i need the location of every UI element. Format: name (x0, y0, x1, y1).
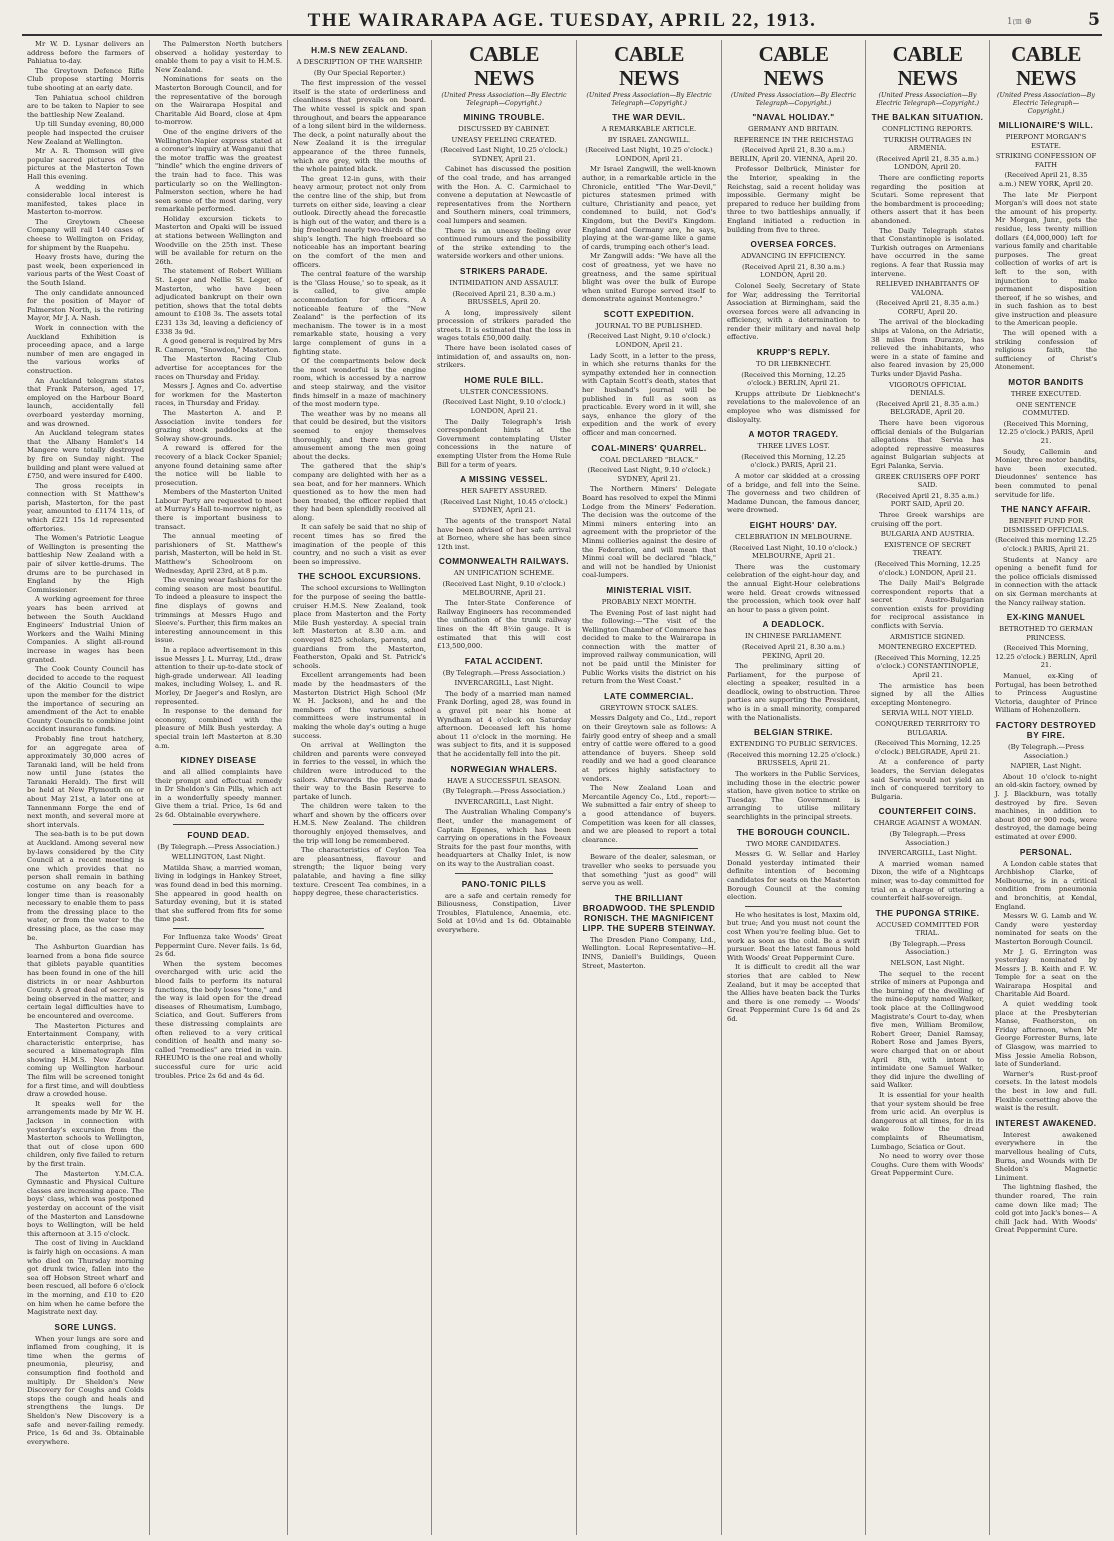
article-subheading: NELSON, Last Night. (890, 959, 965, 968)
article-paragraph: A long, impressively silent procession of strikers paraded the streets. It is estimated that the loss in wages totals £50,000 daily. (437, 308, 571, 343)
article-subheading: (Received April 21, 8.35 a.m.) NEW YORK, April 20. (998, 171, 1094, 188)
column-8 (990, 40, 1102, 1535)
article-paragraph: The Evening Post of last night had the following:—"The visit of the Wellington Chamber of Commerce has decided to make to the Wairarapa in connection with the matter of improved railway communication, will not be paid until the Minister for Public Works visits the district on his return from the West Coast." (582, 608, 716, 686)
article-subheading: (Received This Morning, 12.25 o'clock.) CONSTANTINOPLE, April 21. (874, 653, 981, 680)
article-subheading: A REMARKABLE ARTICLE. (601, 125, 697, 133)
article-paragraph: The Ashburton Guardian has learned from a bona fide source that giblets payable quantities has been found in one of the hill districts in or near Ashburton County. A great deal of secrecy is being observed in the matter, and certain legal difficulties have to be encountered and overcome. (27, 943, 144, 1020)
article-subheading: NAPIER, Last Night. (1010, 762, 1082, 771)
article-paragraph: There are conflicting reports regarding the position at Scutari. Some represent that the bombardment is proceeding; others assert that it has been abandoned. (871, 173, 984, 225)
article-paragraph: The great 12-in guns, with their heavy armour, protect not only from the centre line of the ship, but from turrets on either side, leaving a clear outlook. Directly ahead the forecastle is high out of the water, and there is a big freeboard nearly two-thirds of the ship's length. The high freeboard so noticeable has an important bearing on the comfort of the men and officers. (293, 174, 426, 269)
article-subheading: (Received This Morning, 12.25 o'clock.) PARIS, April 21. (998, 419, 1094, 445)
article-paragraph: The weather was by no means all that could be desired, but the visitors seemed to enjoy themselves thoroughly, and there was great amusement among the men going about the decks. (293, 409, 426, 461)
article-paragraph: Ten Pahiatua school children are to be taken to Napier to see the battleship New Zealand. (27, 93, 144, 119)
article-subheading: CONQUERED TERRITORY TO BULGARIA. (875, 720, 980, 737)
article-headline: A MISSING VESSEL. (460, 475, 548, 485)
article-paragraph: Of the compartments below deck the most wonderful is the engine room, which is accessed by a narrow and steep stairway, and the visitor finds himself in a maze of machinery of the most modern type. (293, 357, 426, 409)
article-subheading: SERVIA WILL NOT YIELD. (881, 709, 974, 718)
article-paragraph: When your lungs are sore and inflamed from coughing, it is time when the germs of pneumonia, pleurisy, and consumption find foothold and multiply. Dr Sheldon's New Discovery for Coughs and Colds stops the cough and heals and strengthens the lungs. Dr Sheldon's New Discovery is a safe and never-failing remedy. Price, 1s 6d and 3s. Obtainable everywhere. (27, 1334, 144, 1446)
article-headline: H.M.S NEW ZEALAND. (311, 46, 408, 55)
article-paragraph: Mr W. D. Lysnar delivers an address before the farmers of Pahiatua to-day. (27, 40, 144, 66)
article-subheading: (Received This Morning, 12.25 o'clock.) BELGRADE, April 21. (874, 739, 981, 756)
article-subheading: PIERPONT MORGAN'S ESTATE. (1005, 133, 1087, 150)
article-subheading: (By Our Special Reporter.) (313, 68, 406, 77)
article-paragraph: Messrs Dalgety and Co., Ltd., report on their Greytown sale as follows: A fairly good entry of sheep and a small entry of cattle were offered to a good attendance of buyers. Sheep sold readily and we had a good clearance at prices highly satisfactory to vendors. (582, 714, 717, 783)
cable-news-credit: (United Press Association—By Electric Telegraph—Copyright.) (875, 91, 980, 107)
article-paragraph: A good general is required by Mrs R. Cameron, "Snowdon," Masterton. (155, 337, 282, 354)
article-subheading: INVERCARGILL, Last Night. (454, 797, 554, 806)
article-headline: FATAL ACCIDENT. (464, 656, 544, 666)
article-subheading: (Received April 21, 8.30 a.m.) LONDON, April 20. (742, 262, 845, 280)
article-subheading: HAVE A SUCCESSFUL SEASON. (446, 776, 562, 785)
article-subheading: DISCUSSED BY CABINET. (458, 125, 550, 133)
article-paragraph: About 10 o'clock to-night an old-skin factory, owned by J. J. Blackburn, was totally destroyed by fire. Seven machines, in addition to about 800 or 900 rods, were destroyed, the damage being estimated at over £900. (995, 772, 1097, 841)
article-paragraph: The Masterton A. and P. Association invite tenders for grazing stock paddocks at the Solway show-grounds. (155, 408, 282, 443)
article-headline: EX-KING MANUEL (1006, 613, 1086, 623)
article-headline: A MOTOR TRAGEDY. (748, 430, 839, 440)
cable-news-heading: CABLE NEWS (1011, 42, 1081, 90)
article-headline: COMMONWEALTH RAILWAYS. (438, 557, 570, 567)
column-4 (432, 40, 577, 1535)
article-paragraph: Manuel, ex-King of Portugal, has been betrothed to Princess Augustine Victoria, daughter of Prince William of Hohenzollern. (995, 672, 1097, 715)
article-paragraph: Matilda Shaw, a married woman, living in lodgings in Hankey Street, was found dead in bed this morning. She appeared in good health on Saturday evening, but it is stated that she suffered from fits for some time past. (155, 863, 282, 924)
article-paragraph: At a conference of party leaders, the Servian delegates said Servia would not yield an inch of conquered territory to Bulgaria. (871, 758, 984, 801)
article-subheading: INTIMIDATION AND ASSAULT. (449, 278, 559, 287)
article-subheading: (Received Last Night, 10.25 o'clock.) SYDNEY, April 21. (440, 146, 568, 163)
article-subheading: CELEBRATION IN MELBOURNE. (734, 532, 853, 541)
article-subheading: (Received April 21, 8.30 a.m.) BRUSSELS, April 20. (452, 289, 556, 307)
article-paragraph: are a safe and certain remedy for Biliousness, Constipation, Liver Troubles, Flatulence, Anaemia, etc. Sold at 10½d and 1s 6d. Obtainable everywhere. (437, 891, 571, 934)
article-paragraph: Cabinet has discussed the position of the coal trade, and has arranged with the Hon. A. C. Carmichael to convene a deputation at Newcastle of representatives from the Northern and Southern miners, coal trimmers, coal lumpers and seamen. (437, 165, 571, 225)
article-paragraph: The New Zealand Loan and Mercantile Agency Co., Ltd., report:—We submitted a fair entry of sheep to a good attendance of buyers. Competition was keen for all classes, and we are pleased to report a total clearance. (582, 784, 716, 844)
article-paragraph: The central feature of the warship is the 'Glass House,' so to speak, as it is called, to give ample accommodation for officers. A noticeable feature of the "New Zealand" is the perfection of its mechanism. The tower is in a most remarkable state, housing a very large complement of guns in a fighting state. (293, 270, 426, 356)
article-headline: PANO-TONIC PILLS (461, 879, 547, 889)
column-3 (288, 40, 432, 1535)
article-paragraph: The evening wear fashions for the coming season are most beautiful. To indeed a pleasure to inspect the fine displays of gowns and trimmings at Messrs Hugo and Sleeve's. Further, this firm makes an interesting announcement in this issue. (155, 576, 282, 645)
article-subheading: (Received April 21, 8.35 a.m.) CORFU, April 20. (876, 299, 979, 316)
article-paragraph: The armistice has been signed by all the Allies excepting Montenegro. (871, 681, 984, 707)
article-paragraph: He who hesitates is lost, Maxim old, but true; And you must not count the cost When you're feeling blue. Get to work as soon as the cold. Be a swift pursuer. Beat the latest famous hold With Woods' Great Peppermint Cure. (727, 910, 860, 962)
article-paragraph: Heavy frosts have, during the past week, been experienced in various parts of the West Coast of the South Island. (27, 253, 144, 288)
article-paragraph: The gathered that the ship's company are delighted with her as a sea boat, and for her manners. Which questioned as to how the men had been treated, the officer replied that they had been splendidly received all along. (293, 462, 426, 522)
separator-rule (173, 824, 264, 825)
article-subheading: WELLINGTON, Last Night. (171, 853, 266, 862)
article-paragraph: The will opened with a striking confession of religious faith, the sufficiency of Christ's Atonement. (995, 329, 1097, 372)
article-subheading: ARMISTICE SIGNED. (890, 632, 965, 641)
article-paragraph: In a replace advertisement in this issue Messrs J. L. Murray, Ltd., draw attention to their up-to-date stock of high-grade underwear. All leading makes, including Wolsey, L. and R. Morley, Dr Jaeger's and Roslyn, are represented. (155, 645, 282, 706)
article-paragraph: Probably fine trout hatchery, for an aggregate area of approximately 30,000 acres of Taranaki land, will be held from now until June (states the Taranaki Herald). The first will be held at New Plymouth on or about May 21st, a later one at Tannenmann Forge the end of next month, and several more at short intervals. (27, 734, 144, 829)
article-subheading: THREE EXECUTED. (1010, 390, 1082, 399)
article-subheading: AN UNIFICATION SCHEME. (453, 569, 555, 578)
article-paragraph: Mr A. R. Thomson will give popular sacred pictures of the pictures at the Masterton Town Hall this evening. (27, 147, 144, 181)
article-subheading: (Received this morning 12.25 o'clock.) BRUSSELS, April 21. (727, 750, 860, 768)
article-subheading: REFERENCE IN THE REICHSTAG (733, 135, 854, 144)
article-paragraph: Colonel Seely, Secretary of State for War, addressing the Territorial Association at Birmingham, said the oversea forces were all advancing in efficiency, with a determination to render their military and naval help effective. (727, 281, 860, 342)
cable-news-credit: (United Press Association—By Electric Telegraph—Copyright.) (997, 91, 1095, 115)
article-paragraph: The school excursions to Wellington for the purpose of seeing the battle-cruiser H.M.S. New Zealand, took place from Masterton and the Forty Mile Bush yesterday. A special train left Masterton at 8.30 a.m. and conveyed 825 scholars, parents, and guardians from the Masterton, Featherston, Opaki and St. Patrick's schools. (293, 584, 426, 670)
article-subheading: MONTENEGRO EXCEPTED. (878, 643, 977, 652)
article-headline: THE PUPONGA STRIKE. (875, 908, 980, 918)
separator-rule (173, 928, 264, 929)
article-paragraph: The Greytown Defence Rifle Club propose starting Morris tube shooting at an early date. (27, 66, 144, 92)
article-subheading: (Received Last Night, 9.10 o'clock.) LONDON, April 21. (587, 332, 711, 350)
article-headline: FOUND DEAD. (187, 830, 250, 840)
article-headline: FACTORY DESTROYED BY FIRE. (995, 721, 1097, 741)
article-paragraph: The Dresden Piano Company, Ltd., Wellington. Local Representative—H. INNS, Daniell's Buildings, Queen Street, Masterton. (582, 935, 716, 970)
article-paragraph: In response to the demand for economy, combined with the pleasure of Milk Bush yesterday. A special train left Masterton at 8.30 a.m. (155, 707, 282, 750)
article-subheading: (By Telegraph.—Press Association.) (889, 829, 966, 847)
article-paragraph: Mr Israel Zangwill, the well-known author, in a remarkable article in the Chronicle, entitled "The War-Devil," pictures statesmen primed with culture, Christianity and peace, yet condemned to build, not God's Kingdom, but the Devil's Kingdom. England and Germany are, he says, playing at the war-game like a game of cards, trumping each other's lead. (582, 165, 716, 251)
article-paragraph: Lady Scott, in a letter to the press, in which she returns thanks for the sympathy extended her in connection with Captain Scott's death, states that her husband's journal will be published in full as soon as practicable. Every word in it will, she says, enhance the glory of the expedition and the work of every officer and man concerned. (582, 351, 716, 437)
article-headline: THE WAR DEVIL. (612, 113, 686, 122)
article-subheading: EXISTENCE OF SECRET TREATY. (884, 540, 971, 558)
article-paragraph: The characteristics of Ceylon Tea are pleasantness, flavour and strength; the liquor being very palatable, and having a fine silky texture. Crescent Tea combines, in a happy degree, these characteristics. (293, 846, 426, 898)
article-headline: HOME RULE BILL. (464, 375, 544, 385)
column-2 (150, 40, 288, 1535)
article-subheading: UNEASY FEELING CREATED. (451, 135, 557, 144)
page-mark: 1㎝ ⊕ (1006, 17, 1032, 27)
article-headline: SORE LUNGS. (54, 1322, 117, 1332)
article-subheading: ONE SENTENCE COMMUTED. (1016, 400, 1076, 418)
article-paragraph: On arrival at Wellington the children and parents were conveyed in ferries to the vessel, in which the children were introduced to the sailors. Afterwards the party made their way to the Basin Reserve to partake of lunch. (293, 741, 426, 801)
article-subheading: (Received this morning 12.25 o'clock.) PARIS, April 21. (995, 536, 1097, 553)
article-headline: LATE COMMERCIAL. (604, 691, 694, 701)
article-subheading: JOURNAL TO BE PUBLISHED. (595, 321, 703, 330)
article-subheading: (Received April 21, 8.30 a.m.) BERLIN, April 20. VIENNA, April 20. (729, 146, 858, 163)
article-paragraph: It can safely be said that no ship of recent times has so fired the imagination of the people of this country, and no such a visit as ever been so impressive. (293, 523, 426, 566)
article-paragraph: The sea-bath is to be put down at Auckland. Among several new by-laws considered by the City Council at a recent meeting is one which provides that no person shall remain in bathing costume on any beach for a longer time than is reasonably necessary to enable them to pass from the dressing place to the water, or from the water to the dressing place, as the case may be. (27, 830, 144, 942)
article-subheading: (Received April 21, 8.35 a.m.) BELGRADE, April 20. (876, 399, 979, 417)
article-headline: COAL-MINERS' QUARREL. (591, 443, 707, 453)
article-subheading: BENEFIT FUND FOR DISMISSED OFFICIALS. (1003, 517, 1089, 534)
article-subheading: (By Telegraph.—Press Association.) (157, 842, 280, 851)
article-headline: THE BOROUGH COUNCIL. (736, 827, 851, 837)
article-headline: THE SCHOOL EXCURSIONS. (297, 572, 422, 582)
article-subheading: (Received April 21, 8.30 a.m.) PEKING, April 20. (742, 642, 845, 660)
article-paragraph: Messrs W. G. Lamb and W. Candy were yesterday nominated for seats on the Masterton Borough Council. (995, 912, 1097, 946)
article-paragraph: Warner's Rust-proof corsets. In the latest models the best in low and full. Flexible corsetting above the waist is the result. (995, 1069, 1097, 1113)
article-headline: EIGHT HOURS' DAY. (749, 520, 838, 530)
article-subheading: (Received Last Night, 10.25 o'clock.) LONDON, April 21. (585, 146, 713, 163)
article-headline: MINISTERIAL VISIT. (606, 585, 692, 595)
article-subheading: CHARGE AGAINST A WOMAN. (873, 819, 982, 828)
article-paragraph: Krupps attribute Dr Liebknecht's revelations to the malevolence of an employee who was dismissed for disloyalty. (727, 389, 860, 424)
article-subheading: (Received this Morning, 12.25 o'clock.) BERLIN, April 21. (741, 370, 846, 388)
article-headline: INTEREST AWAKENED. (995, 1118, 1097, 1128)
article-headline: BELGIAN STRIKE. (754, 728, 833, 738)
article-paragraph: The Masterton Racing Club advertise for acceptances for the races on Thursday and Friday. (155, 355, 282, 381)
article-headline: STRIKERS PARADE. (460, 266, 548, 276)
article-subheading: (Received this Morning, 12.25 o'clock.) PARIS, April 21. (741, 452, 846, 470)
article-paragraph: A quiet wedding took place at the Presbyterian Manse, Featherston, on Friday afternoon, when Mr George Forrester Burns, late of Glasgow, was married to Miss Jessie Amelia Robson, late of Sunderland. (995, 1000, 1097, 1069)
article-paragraph: The sequel to the recent strike of miners at Puponga and the burning of the dwelling of the mine-deputy named Walker, took place at the Collingwood Magistrate's Court to-day, when five men, William Bromilow, Robert Greer, Daniel Ramsay, Robert Rose and James Byers, were charged that on or about April 8th, with intent to intimidate one Samuel Walker, they did injure the dwelling of said Walker. (871, 969, 984, 1090)
article-paragraph: The Greytown Cheese Company will rail 140 cases of cheese to Wellington on Friday, for shipment by the Ruapehu. (27, 217, 144, 252)
article-paragraph: Up till Sunday evening, 80,000 people had inspected the cruiser New Zealand at Wellington. (27, 120, 144, 146)
article-paragraph: There have been vigorous official denials of the Bulgarian allegations that Servia has adopted repressive measures against Bulgarian subjects at Egri Palanka, Servia. (871, 419, 984, 470)
article-subheading: THREE LIVES LOST. (757, 442, 830, 451)
column-7 (866, 40, 990, 1535)
article-paragraph: The only candidate announced for the position of Mayor of Palmerston North, is the retiring Mayor, Mr J. A. Nash. (27, 288, 144, 323)
cable-news-heading: CABLE NEWS (614, 42, 684, 90)
article-subheading: (By Telegraph.—Press Association.) (442, 787, 566, 796)
article-paragraph: The Cook County Council has decided to accede to the request of the Akitio Council to wipe upon the member for the district the importance of securing an amendment of the Act to enable County Councils to combine joint accident insurance funds. (27, 665, 144, 734)
article-paragraph: Members of the Masterton United Labour Party are requested to meet at Murray's Hall to-morrow night, as there is important business to transact. (155, 488, 282, 531)
article-subheading: GREEK CRUISERS OFF PORT SAID. (875, 472, 980, 490)
article-paragraph: Three Greek warships are cruising off the port. (871, 510, 984, 528)
article-headline: PERSONAL. (1019, 847, 1073, 857)
article-paragraph: There is an uneasy feeling over continued rumours and the possibility of the strike extending to the waterside workers and other unions. (437, 226, 571, 261)
article-subheading: PROBABLY NEXT MONTH. (601, 597, 697, 606)
article-paragraph: Mr J. G. Errington was yesterday nominated by Messrs J. B. Keith and F. W. Temple for a seat on the Wairarapa Hospital and Charitable Aid Board. (995, 947, 1097, 999)
article-subheading: GERMANY AND BRITAIN. (748, 125, 839, 133)
cable-news-heading: CABLE NEWS (758, 42, 829, 90)
article-paragraph: Holiday excursion tickets to Masterton and Opaki will be issued at stations between Wellington and Woodville on the 25th inst. These will be available for return on the 26th. (155, 214, 282, 266)
article-paragraph: There have been isolated cases of intimidation of, and assaults on, non-strikers. (437, 344, 571, 370)
article-paragraph: Work in connection with the Auckland Exhibition is proceeding apace, and a large number of men are engaged in the various works of construction. (27, 324, 144, 375)
article-subheading: INVERCARGILL, Last Night. (878, 849, 977, 858)
article-subheading: ACCUSED COMMITTED FOR TRIAL. (876, 920, 979, 938)
article-paragraph: Excellent arrangements had been made by the headmasters of the Masterton District High School (Mr W. H. Jackson), and he and the members of the various school committees were instrumental in making the whole day's outing a huge success. (293, 671, 426, 740)
article-headline: SCOTT EXPEDITION. (603, 309, 695, 319)
article-paragraph: The Daily Telegraph's Irish correspondent hints at the Government contemplating Ulster concessions in the nature of exempting Ulster from the Home Rule Bill for a term of years. (437, 417, 571, 469)
article-subheading: RELIEVED INHABITANTS OF VALONA. (875, 280, 980, 297)
article-paragraph: The preliminary sitting of Parliament, for the purpose of electing a speaker, resulted in a deadlock, owing to obstruction. Three parties are supporting the President, who is in a small minority, compared with the Nationalists. (727, 662, 860, 722)
article-subheading: EXTENDING TO PUBLIC SERVICES. (729, 740, 858, 749)
article-paragraph: The statement of Robert William St. Leger and Nellie St. Leger, of Masterton, who have been adjudicated bankrupt on their own petition, shows that the total debts amount to £108 3s. The assets total £231 13s 3d, leaving a deficiency of £338 3s 9d. (155, 267, 282, 336)
separator-rule (600, 848, 698, 849)
article-paragraph: The Palmerston North butchers observed a holiday yesterday to enable them to pay a visit to H.M.S. New Zealand. (155, 40, 282, 74)
article-subheading: CONFLICTING REPORTS. (882, 125, 973, 133)
column-5 (577, 40, 722, 1535)
article-subheading: TO DR LIEBKNECHT. (756, 360, 831, 369)
article-subheading: TURKISH OUTRAGES IN ARMENIA. (883, 135, 972, 153)
article-paragraph: The children were taken to the wharf and shown by the officers over H.M.S. New Zealand. The children thoroughly enjoyed themselves, and the trip will long be remembered. (293, 802, 426, 845)
article-paragraph: Students at Nancy are opening a benefit fund for the police officials dismissed in connection with the attack on six German merchants at the Nancy railway station. (995, 555, 1097, 607)
article-paragraph: One of the engine drivers of the Wellington-Napier express stated at a coroner's inquiry at Wanganui that the motor traffic was the greatest "hindle" which the engine drivers of the train had to face. This was particularly so on the Wellington-Palmerston section, where he had seen some of the most daring, very remarkable performed. (155, 127, 282, 214)
cable-news-heading: CABLE NEWS (892, 42, 963, 90)
article-subheading: (Received April 21, 8.35 a.m.) LONDON, April 20. (876, 154, 979, 172)
cable-news-credit: (United Press Association—By Electric Telegraph—Copyright.) (441, 91, 567, 107)
article-paragraph: When the system becomes overcharged with uric acid the blood fails to perform its natural functions, the body loses "tone," and the way is laid open for the dread diseases of Rheumatism, Lumbago, Sciatica, and Gout. Sufferers from these distressing complaints are often relieved to a very critical condition of health and many so-called "remedies" are tried in vain. RHEUMO is the one real and wholly successful cure for uric acid troubles. Price 2s 6d and 4s 6d. (155, 959, 282, 1080)
article-paragraph: The first impression of the vessel itself is the state of orderliness and cleanliness that prevails on board. The white vessel is spick and span throughout, and bears the appearance of a long silent bird in the wilderness. The deck, a point naturally about the New Zealand it is the irregular appearance of the three funnels, which are grey, with the mouths of the whole painted black. (293, 79, 426, 174)
page-number: 5 (1088, 10, 1100, 30)
article-subheading: GREYTOWN STOCK SALES. (599, 703, 698, 712)
article-paragraph: Beware of the dealer, salesman, or traveller who seeks to persuade you that something "just as good" will serve you as well. (582, 853, 716, 888)
article-headline: A DEADLOCK. (762, 620, 825, 630)
article-headline: THE BALKAN SITUATION. (871, 113, 984, 122)
article-subheading: (Received Last Night, 10.10 o'clock.) MELBOURNE, April 21. (729, 543, 858, 561)
article-paragraph: Messrs J. Agnes and Co. advertise for workmen for the Masterton races, in Thursday and Friday. (155, 382, 282, 408)
article-subheading: COAL DECLARED "BLACK." (599, 455, 699, 464)
article-headline: MOTOR BANDITS (1008, 378, 1084, 388)
article-headline: MILLIONAIRE'S WILL. (998, 121, 1094, 130)
article-headline: MINING TROUBLE. (463, 113, 545, 122)
article-paragraph: The Masterton Y.M.C.A. Gymnastic and Physical Culture classes are increasing apace. The boys' class, which was postponed yesterday on account of the visit of the Masterton and Lansdowne boys to Wellington, will be held this afternoon at 3.15 o'clock. (27, 1169, 144, 1238)
article-subheading: A DESCRIPTION OF THE WARSHIP. (296, 58, 423, 66)
article-paragraph: A London cable states that Archbishop Clarke, of Melbourne, is in a critical condition from pneumonia and bronchitis, at Kendal, England. (995, 859, 1097, 911)
article-paragraph: The agents of the transport Natal have been advised of her safe arrival at Borneo, where she has been since 12th inst. (437, 516, 571, 551)
article-paragraph: An Auckland telegram states that the Albany Hamlet's 14 Mangere were totally destroyed by fire on Sunday night. The building and plant were valued at £750, and were insured for £400. (27, 429, 144, 481)
article-paragraph: Soudy, Callemin and Monier, three motor bandits, have been executed. Dieudonnes' sentence has been commuted to penal servitude for life. (995, 447, 1097, 499)
article-headline: OVERSEA FORCES. (750, 240, 837, 250)
column-6 (722, 40, 866, 1535)
article-headline: KIDNEY DISEASE (180, 756, 257, 766)
article-paragraph: A working agreement for three years has been arrived at between the South Auckland Engineers' Industrial Union of Workers and the Waihi Mining Companies. A slight all-round increase in wages has been granted. (27, 595, 144, 664)
article-paragraph: A reward is offered for the recovery of a black Cocker Spaniel; anyone found detaining same after the notice will be liable to prosecution. (155, 444, 282, 487)
article-headline: KRUPP'S REPLY. (756, 348, 831, 358)
article-subheading: (Received Last Night, 9.10 o'clock.) MELBOURNE, April 21. (442, 579, 566, 597)
article-paragraph: The Daily Mail's Belgrade correspondent reports that a secret Austro-Bulgarian convention exists for providing for reciprocal assistance in conflicts with Servia. (871, 579, 984, 631)
article-subheading: (By Telegraph.—Press Association.) (442, 668, 566, 677)
article-subheading: (By Telegraph.—Press Association.) (889, 939, 966, 957)
article-subheading: INVERCARGILL, Last Night. (454, 679, 554, 688)
article-subheading: BY ISRAEL ZANGWILL. (607, 135, 691, 144)
article-paragraph: The Daily Telegraph states that Constantinople is isolated. Turkish outrages on Armenians have occurred in the same regions. A fear that Russia may intervene. (871, 226, 984, 278)
article-paragraph: and all allied complaints have their prompt and effectual remedy in Dr Sheldon's Gin Pills, which act in a wonderfully speedy manner. Give them a trial. Price, 1s 6d and 2s 6d. Obtainable everywhere. (155, 768, 282, 820)
separator-rule (455, 873, 553, 874)
article-subheading: HER SAFETY ASSURED. (461, 487, 547, 496)
article-subheading: STRIKING CONFESSION OF FAITH (995, 152, 1097, 169)
article-headline: NORWEGIAN WHALERS. (450, 764, 558, 774)
article-paragraph: The workers in the Public Services, including those in the electric power station, have given notice to strike on Tuesday. The Government is arranging to utilise military searchlights in the principal streets. (727, 770, 860, 821)
article-paragraph: The annual meeting of parishioners of St. Matthew's parish, Masterton, will be held in St. Matthew's Schoolroom on Wednesday, April 23rd, at 8 p.m. (155, 532, 282, 575)
article-paragraph: For Influenza take Woods' Great Peppermint Cure. Never fails. 1s 6d, 2s 6d. (155, 933, 282, 959)
cable-news-heading: CABLE NEWS (469, 42, 539, 90)
column-1 (22, 40, 150, 1535)
article-headline: COUNTERFEIT COINS. (878, 807, 977, 817)
article-paragraph: Messrs G. W. Sellar and Harley Donald yesterday intimated their definite intention of becoming candidates for seats on the Masterton Borough Council at the coming election. (727, 850, 860, 902)
article-subheading: (Received Last Night, 9.10 o'clock.) SYDNEY, April 21. (587, 466, 711, 483)
article-paragraph: Nominations for seats on the Masterton Borough Council, and for the representative of the borough on the Wairarapa Hospital and Charitable Aid Board, close at 4pm to-morrow. (155, 75, 282, 127)
article-paragraph: The Women's Patriotic League of Wellington is presenting the battleship New Zealand with a pair of silver kettle-drums. The drums are to be purchased in England by the High Commissioner. (27, 534, 144, 594)
article-paragraph: Professor Delbrück, Minister for the Interior, speaking in the Reichstag, said a recent holiday was impossible. Germany might be prepared to reduce her building from three to two battleships annually, if England initiated a reduction in building from five to three. (727, 165, 860, 234)
article-subheading: (By Telegraph.—Press Association.) (1007, 743, 1085, 760)
article-paragraph: No need to worry over those Coughs. Cure them with Woods' Great Peppermint Cure. (871, 1152, 984, 1178)
article-paragraph: A married woman named Dixon, the wife of a Nightcaps miner, was to-day committed for trial on a charge of uttering a counterfeit half-sovereign. (871, 859, 984, 903)
article-paragraph: The cost of living in Auckland is fairly high on occasions. A man who died on Thursday morning got drunk twice, fallen into the sea off Hobson Street wharf and been rescued, all before 6 o'clock in the morning, and £10 to £20 on him when he came before the Magistrate next day. (27, 1239, 144, 1317)
article-paragraph: The Masterton Pictures and Entertainment Company, with characteristic enterprise, has secured a kinematograph film showing H.M.S. New Zealand coming up Wellington harbour. The film will be screened tonight for a first time, and will doubtless draw a crowded house. (27, 1021, 144, 1099)
article-subheading: (Received April 21, 8.35 a.m.) PORT SAID, April 20. (876, 491, 979, 509)
article-paragraph: The arrival of the blockading ships at Valona, on the Adriatic, 38 miles from Durazzo, has relieved the inhabitants, who were in a state of famine and also feared invasion by 25,000 Turks under Djavid Pasha. (871, 318, 984, 379)
article-subheading: ULSTER CONCESSIONS. (459, 387, 549, 396)
article-paragraph: The Australian Whaling Company's fleet, under the management of Captain Egenes, which has been carrying on operations in the Foveaux Straits for the past four months, with headquarters at Chalky Inlet, is now on its way to the Australian coast. (437, 808, 571, 868)
article-paragraph: Mr Zangwill adds: "We have all the cost of greatness, yet we have no greatness, and the same spiritual blight was over the bulk of Europe when united Europe served itself to demonstrate against Montenegro." (582, 252, 716, 304)
cable-news-credit: (United Press Association—By Electric Telegraph—Copyright.) (586, 91, 712, 107)
masthead (22, 8, 1102, 36)
article-subheading: TWO MORE CANDIDATES. (746, 839, 841, 848)
separator-rule (745, 906, 842, 907)
article-headline: "NAVAL HOLIDAY." (752, 113, 835, 122)
article-headline: THE BRILLIANT BROADWOOD. THE SPLENDID RONISCH. THE MAGNIFICENT LIPP. THE SUPERB STEINWAY. (582, 893, 716, 933)
article-subheading: (Received Last Night, 9.10 o'clock.) LONDON, April 21. (442, 398, 566, 416)
article-subheading: ADVANCING IN EFFICIENCY. (741, 252, 846, 261)
article-paragraph: The late Mr Pierpont Morgan's will does not state the amount of his property. Mr Morgan, Junr., gets the residue, less twenty million dollars (£4,000,000) left for various family and charitable purposes. The great collection of works of art is left to the son, with injunction to make permanent disposition thereof, if he so wishes, and in such fashion as to best give instruction and pleasure to the American people. (995, 190, 1097, 328)
article-subheading: (Received This Morning, 12.25 o'clock.) LONDON, April 21. (874, 559, 981, 577)
article-paragraph: Interest awakened everywhere in the marvellous healing of Cuts, Burns, and Wounds with Dr Sheldon's Magnetic Liniment. (995, 1130, 1097, 1182)
article-headline: THE NANCY AFFAIR. (1001, 505, 1091, 515)
article-paragraph: The lightning flashed, the thunder roared, The rain came down like mad; The cold got into Jack's bones— A chill Jack had. With Woods' Great Peppermint Cure. (995, 1183, 1097, 1235)
article-paragraph: The body of a married man named Frank Dorling, aged 28, was found in a gravel pit near his home at Wyndham at 4 o'clock on Saturday afternoon. Deceased left his home about 11 o'clock in the morning. He was subject to fits, and it is supposed that he accidentally fell into the pit. (437, 689, 571, 759)
article-paragraph: A wedding in which considerable local interest is manifested, takes place in Masterton to-morrow. (27, 182, 144, 217)
article-subheading: BULGARIA AND AUSTRIA. (880, 530, 975, 539)
article-paragraph: The gross receipts in connection with St Matthew's parish, Masterton, for the past year, amounted to £1174 11s, of which £221 15s 1d represented offertories. (27, 481, 144, 533)
article-paragraph: A motor car skidded at a crossing of a bridge, and fell into the Seine. The governess and two children of Madame Duncan, the famous dancer, were drowned. (727, 472, 860, 515)
article-paragraph: It speaks well for the arrangements made by Mr W. H. Jackson in connection with yesterday's excursion from the Masterton schools to Wellington, that out of close upon 600 children, only five failed to return by the first train. (27, 1099, 144, 1168)
article-paragraph: The Northern Miners' Delegate Board has resolved to expel the Minmi Lodge from the Miners' Federation. The decision was the outcome of the Minmi miners entering into an agreement with the proprietor of the Minmi collieries against the desire of the Federation, and will mean that Minmi coal will be declared "black," and will not be handled by Unionist coal-lumpers. (582, 485, 716, 580)
article-subheading: (Received This Morning, 12.25 o'clock.) BERLIN, April 21. (995, 644, 1097, 670)
article-subheading: VIGOROUS OFFICIAL DENIALS. (889, 380, 966, 398)
cable-news-credit: (United Press Association—By Electric Telegraph—Copyright.) (730, 91, 857, 107)
masthead-title: THE WAIRARAPA AGE. TUESDAY, APRIL 22, 1913. (307, 10, 817, 31)
article-paragraph: The Inter-State Conference of Railway Engineers has recommended the unification of the trunk railway lines on the 4ft 8½in gauge. It is estimated that this will cost £13,500,000. (437, 599, 571, 651)
article-subheading: (Received Last Night, 10.45 o'clock.) SYDNEY, April 21. (440, 497, 568, 515)
article-subheading: BETROTHED TO GERMAN PRINCESS. (999, 625, 1093, 642)
article-paragraph: It is difficult to credit all the war stories that are cabled to New Zealand, but it may be accepted that the Allies have beaten back the Turks and there is one remedy — Woods' Great Peppermint Cure 1s 6d and 2s 6d. (727, 963, 860, 1023)
article-paragraph: There was the customary celebration of the eight-hour day, and the annual Eight-Hour celebrations were held. Great crowds witnessed the procession, which took over half an hour to pass a given point. (727, 562, 860, 614)
article-subheading: IN CHINESE PARLIAMENT. (745, 632, 842, 641)
article-paragraph: It is essential for your health that your system should be free from uric acid. An overplus is dangerous at all times, for in its wake follow the dread complaints of Rheumatism, Lumbago, Sciatica or Gout. (871, 1090, 984, 1151)
article-paragraph: An Auckland telegram states that Frank Paterson, aged 17, employed on the Harbour Board launch, accidentally fell overboard yesterday morning, and was drowned. (27, 376, 144, 428)
